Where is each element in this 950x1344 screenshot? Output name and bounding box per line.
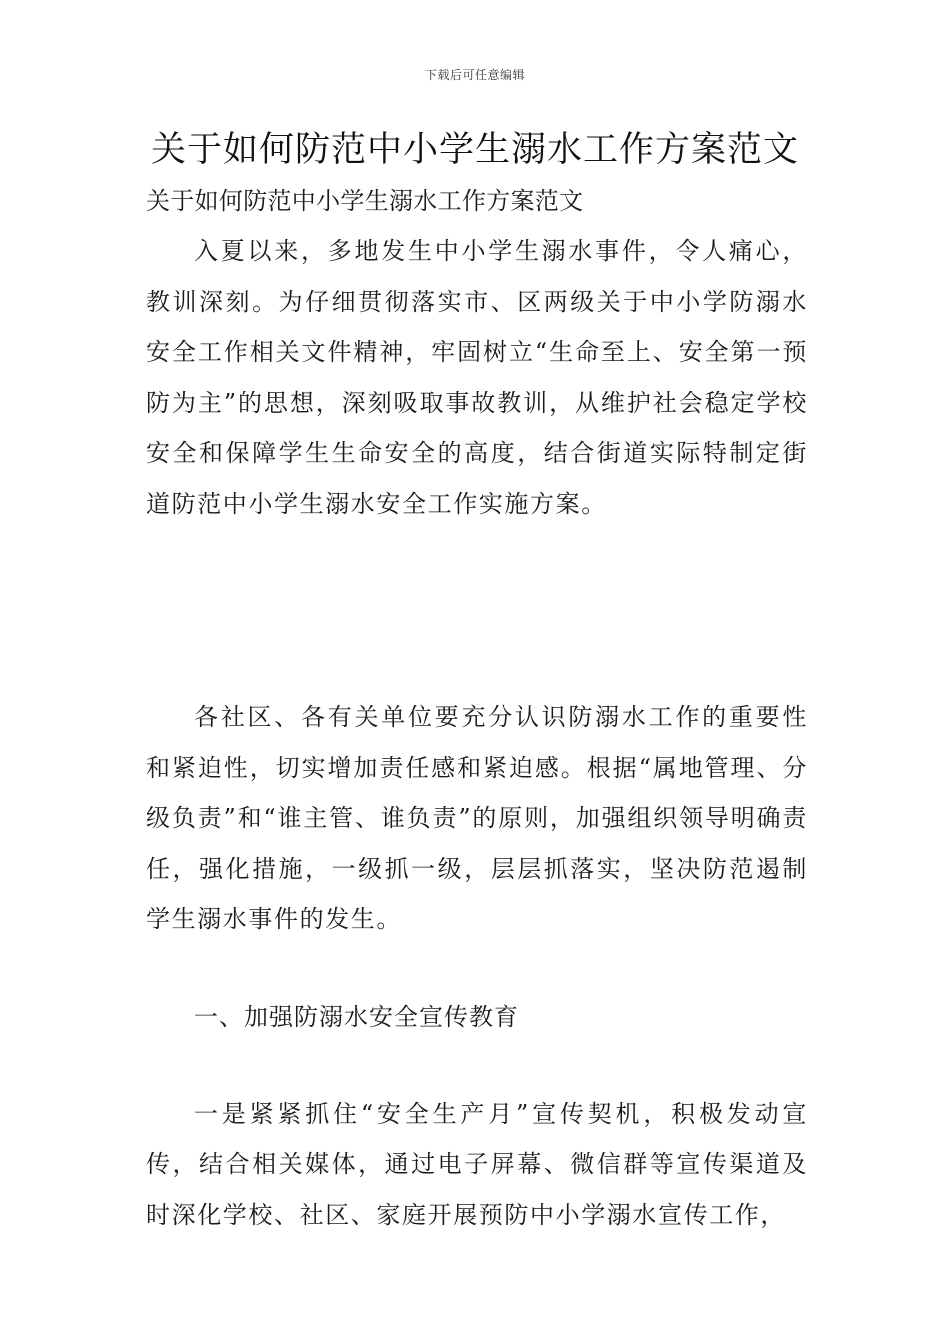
page-header-note: 下载后可任意编辑 — [424, 68, 525, 82]
section-heading-1: 一、加强防溺水安全宣传教育 — [194, 1002, 519, 1031]
document-body — [146, 176, 808, 1240]
blank-space — [146, 945, 808, 992]
blank-space — [146, 1042, 808, 1089]
document-subtitle: 关于如何防范中小学生溺水工作方案范文 — [146, 187, 584, 215]
paragraph-publicity: 一是紧紧抓住“安全生产月”宣传契机，积极发动宣传，结合相关媒体，通过电子屏幕、微信群等宣传渠道及时深化学校、社区、家庭开展预防中小学溺水宣传工作， — [146, 1099, 808, 1229]
document-title: 关于如何防范中小学生溺水工作方案范文 — [150, 130, 799, 170]
paragraph-responsibility: 各社区、各有关单位要充分认识防溺水工作的重要性和紧迫性，切实增加责任感和紧迫感。根据“属地管理、分级负责”和“谁主管、谁负责”的原则，加强组织领导明确责任，强化措施，一级抓一级，层层抓落实，坚决防范遏制学生溺水事件的发生。 — [146, 703, 808, 933]
paragraph-intro: 入夏以来，多地发生中小学生溺水事件，令人痛心，教训深刻。为仔细贯彻落实市、区两级关于中小学防溺水安全工作相关文件精神，牢固树立“生命至上、安全第一预防为主”的思想，深刻吸取事故教训，从维护社会稳定学校安全和保障学生生命安全的高度，结合街道实际特制定街道防范中小学生溺水安全工作实施方案。 — [146, 237, 808, 518]
blank-space — [146, 529, 808, 692]
